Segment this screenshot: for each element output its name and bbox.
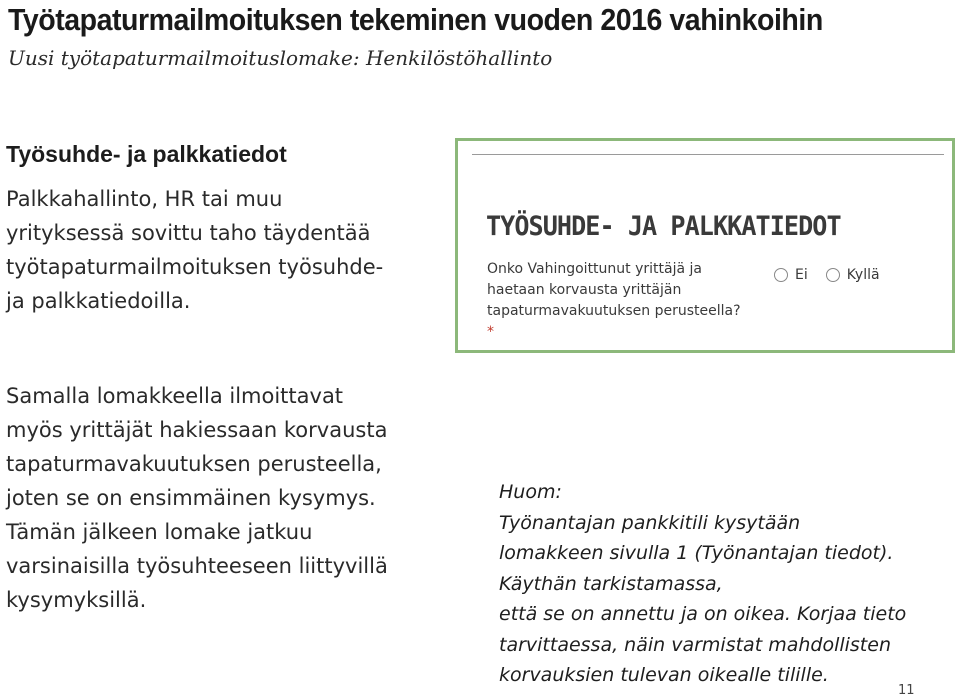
paragraph-line: yrityksessä sovittu taho täydentää [6, 221, 371, 245]
entrepreneur-paragraph [6, 379, 388, 617]
paragraph-line: kysymyksillä. [6, 588, 147, 612]
paragraph-line: tapaturmavakuutuksen perusteella, [6, 452, 382, 476]
note-box [499, 477, 906, 691]
note-line: Käythän tarkistamassa, [499, 572, 723, 595]
note-line: korvauksien tulevan oikealle tilille. [499, 664, 829, 686]
paragraph-line: varsinaisilla työsuhteeseen liittyvillä [6, 554, 388, 578]
paragraph-line: ja palkkatiedoilla. [6, 289, 191, 313]
question-line [487, 301, 741, 343]
question-line: haetaan korvausta yrittäjän [487, 282, 682, 298]
radio-label: Kyllä [846, 267, 880, 283]
page-number: 11 [898, 683, 915, 698]
required-marker: * [487, 324, 494, 340]
form-section-heading: TYÖSUHDE- JA PALKKATIEDOT [486, 211, 841, 242]
note-line: Työnantajan pankkitili kysytään [499, 511, 801, 534]
note-line: lomakkeen sivulla 1 (Työnantajan tiedot). [499, 542, 894, 564]
form-screenshot [455, 138, 955, 353]
radio-option-no[interactable] [774, 267, 808, 283]
answer-radio-group [774, 267, 898, 283]
question-line: Onko Vahingoittunut yrittäjä ja [487, 261, 702, 277]
paragraph-line: työtapaturmailmoituksen työsuhde- [6, 255, 384, 279]
paragraph-line: joten se on ensimmäinen kysymys. [6, 486, 376, 510]
divider [472, 154, 944, 155]
radio-button[interactable] [774, 268, 788, 282]
radio-label: Ei [795, 267, 808, 283]
note-line: tarvittaessa, näin varmistat mahdollisten [499, 633, 891, 656]
intro-paragraph [6, 182, 383, 318]
radio-button[interactable] [826, 268, 840, 282]
paragraph-line: Samalla lomakkeella ilmoittavat [6, 384, 344, 408]
form-question [487, 259, 741, 343]
paragraph-line: Tämän jälkeen lomake jatkuu [6, 520, 313, 544]
page-title: Työtapaturmailmoituksen tekeminen vuoden 2016 vahinkoihin [8, 2, 823, 37]
question-text: tapaturmavakuutuksen perusteella? [487, 303, 741, 319]
paragraph-line: myös yrittäjät hakiessaan korvausta [6, 418, 388, 442]
note-line: että se on annettu ja on oikea. Korjaa tieto [499, 603, 907, 625]
page-subtitle: Uusi työtapaturmailmoituslomake: Henkilöstöhallinto [8, 46, 553, 70]
radio-option-yes[interactable] [826, 267, 880, 283]
paragraph-line: Palkkahallinto, HR tai muu [6, 187, 283, 211]
section-heading: Työsuhde- ja palkkatiedot [6, 141, 287, 167]
note-line: Huom: [499, 481, 562, 503]
